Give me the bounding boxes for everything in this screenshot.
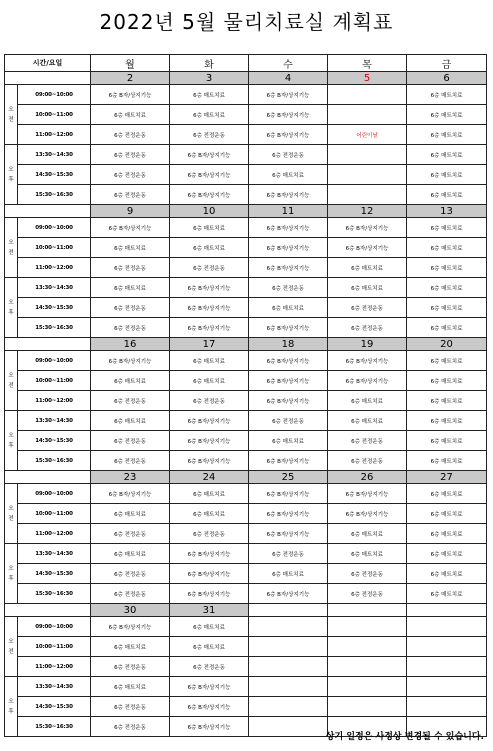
schedule-cell: 6층 B자/상지기능 <box>249 524 328 544</box>
period-am-label: 오 전 <box>5 617 18 677</box>
date-cell <box>249 604 328 617</box>
schedule-cell <box>249 697 328 717</box>
schedule-cell: 6층 매트치료 <box>407 238 487 258</box>
date-cell: 5 <box>328 72 407 85</box>
schedule-cell <box>249 637 328 657</box>
schedule-cell: 6층 B자/상지기능 <box>328 351 407 371</box>
schedule-cell: 6층 매트치료 <box>407 318 487 338</box>
date-cell: 19 <box>328 338 407 351</box>
period-pm-label: 오 후 <box>5 145 18 205</box>
schedule-cell: 6층 매트치료 <box>407 145 487 165</box>
schedule-cell <box>249 657 328 677</box>
schedule-cell: 6층 매트치료 <box>170 637 249 657</box>
schedule-cell: 6층 B자/상지기능 <box>249 371 328 391</box>
time-slot-row <box>5 371 487 391</box>
schedule-cell: 6층 전정운동 <box>91 258 170 278</box>
period-am-label: 오 전 <box>5 218 18 278</box>
schedule-cell: 6층 B자/상지기능 <box>328 218 407 238</box>
schedule-cell: 6층 매트치료 <box>328 278 407 298</box>
time-label: 11:00~12:00 <box>18 657 91 677</box>
schedule-cell <box>328 185 407 205</box>
schedule-cell: 6층 B자/상지기능 <box>170 677 249 697</box>
schedule-cell: 6층 매트치료 <box>91 544 170 564</box>
time-slot-row <box>5 637 487 657</box>
schedule-cell: 6층 B자/상지기능 <box>170 717 249 737</box>
day-header-mon: 월 <box>91 55 170 72</box>
schedule-cell: 6층 전정운동 <box>328 584 407 604</box>
schedule-cell: 6층 매트치료 <box>407 584 487 604</box>
schedule-cell: 6층 전정운동 <box>328 431 407 451</box>
time-label: 10:00~11:00 <box>18 105 91 125</box>
schedule-cell: 6층 매트치료 <box>328 258 407 278</box>
schedule-cell: 6층 B자/상지기능 <box>91 484 170 504</box>
time-label: 13:30~14:30 <box>18 677 91 697</box>
time-label: 14:30~15:30 <box>18 165 91 185</box>
schedule-cell: 6층 매트치료 <box>407 85 487 105</box>
schedule-cell <box>407 617 487 637</box>
schedule-cell: 6층 전정운동 <box>170 524 249 544</box>
schedule-cell: 6층 B자/상지기능 <box>170 185 249 205</box>
schedule-cell <box>249 617 328 637</box>
schedule-cell: 6층 B자/상지기능 <box>91 351 170 371</box>
schedule-cell: 6층 매트치료 <box>328 411 407 431</box>
schedule-cell: 6층 B자/상지기능 <box>249 85 328 105</box>
footer-note: 상기 일정은 사정상 변경될 수 있습니다. <box>325 732 484 742</box>
schedule-cell: 6층 B자/상지기능 <box>249 238 328 258</box>
schedule-cell <box>249 677 328 697</box>
schedule-cell: 6층 전정운동 <box>91 657 170 677</box>
schedule-cell: 6층 전정운동 <box>249 544 328 564</box>
schedule-cell: 6층 전정운동 <box>91 145 170 165</box>
schedule-cell: 6층 전정운동 <box>328 451 407 471</box>
date-row-spacer <box>5 72 91 85</box>
schedule-cell <box>328 165 407 185</box>
schedule-cell: 6층 전정운동 <box>91 584 170 604</box>
schedule-cell: 6층 매트치료 <box>170 617 249 637</box>
schedule-cell: 6층 매트치료 <box>328 544 407 564</box>
time-label: 13:30~14:30 <box>18 411 91 431</box>
schedule-body <box>5 55 487 737</box>
schedule-cell: 6층 매트치료 <box>407 544 487 564</box>
date-cell: 13 <box>407 205 487 218</box>
time-slot-row <box>5 85 487 105</box>
schedule-cell: 6층 B자/상지기능 <box>249 105 328 125</box>
schedule-cell: 6층 매트치료 <box>170 238 249 258</box>
schedule-cell: 6층 매트치료 <box>407 165 487 185</box>
date-cell: 3 <box>170 72 249 85</box>
schedule-cell: 6층 B자/상지기능 <box>170 145 249 165</box>
schedule-cell: 6층 전정운동 <box>91 298 170 318</box>
schedule-cell: 6층 매트치료 <box>407 185 487 205</box>
time-label: 15:30~16:30 <box>18 451 91 471</box>
schedule-cell: 6층 B자/상지기능 <box>328 484 407 504</box>
schedule-cell: 6층 전정운동 <box>170 657 249 677</box>
time-label: 14:30~15:30 <box>18 431 91 451</box>
schedule-cell: 6층 매트치료 <box>407 105 487 125</box>
date-cell: 16 <box>91 338 170 351</box>
schedule-cell <box>328 657 407 677</box>
schedule-cell: 6층 매트치료 <box>91 637 170 657</box>
schedule-cell: 6층 매트치료 <box>170 218 249 238</box>
schedule-cell: 6층 전정운동 <box>91 318 170 338</box>
schedule-cell: 6층 전정운동 <box>91 717 170 737</box>
time-slot-row <box>5 657 487 677</box>
schedule-cell: 6층 B자/상지기능 <box>170 697 249 717</box>
schedule-cell: 6층 매트치료 <box>170 371 249 391</box>
time-slot-row <box>5 411 487 431</box>
schedule-cell: 6층 전정운동 <box>328 318 407 338</box>
time-label: 10:00~11:00 <box>18 637 91 657</box>
schedule-cell: 6층 B자/상지기능 <box>170 411 249 431</box>
schedule-cell: 6층 매트치료 <box>91 677 170 697</box>
schedule-cell: 6층 B자/상지기능 <box>249 584 328 604</box>
schedule-cell: 6층 B자/상지기능 <box>328 238 407 258</box>
time-label: 10:00~11:00 <box>18 371 91 391</box>
period-am-label: 오 전 <box>5 351 18 411</box>
schedule-cell: 6층 B자/상지기능 <box>170 564 249 584</box>
schedule-cell: 6층 매트치료 <box>407 451 487 471</box>
schedule-cell: 6층 B자/상지기능 <box>249 318 328 338</box>
schedule-cell: 6층 전정운동 <box>91 524 170 544</box>
schedule-cell: 6층 매트치료 <box>91 278 170 298</box>
schedule-cell: 6층 B자/상지기능 <box>170 165 249 185</box>
schedule-cell: 6층 B자/상지기능 <box>249 504 328 524</box>
time-slot-row <box>5 564 487 584</box>
schedule-cell: 6층 전정운동 <box>91 451 170 471</box>
schedule-cell: 6층 B자/상지기능 <box>249 218 328 238</box>
time-slot-row <box>5 617 487 637</box>
schedule-cell <box>407 697 487 717</box>
day-header-tue: 화 <box>170 55 249 72</box>
schedule-cell: 6층 B자/상지기능 <box>249 484 328 504</box>
time-slot-row <box>5 238 487 258</box>
schedule-cell: 6층 매트치료 <box>91 105 170 125</box>
time-label: 09:00~10:00 <box>18 617 91 637</box>
time-slot-row <box>5 258 487 278</box>
page-title: 2022년 5월 물리치료실 계획표 <box>99 10 394 34</box>
period-am-label: 오 전 <box>5 484 18 544</box>
time-label: 15:30~16:30 <box>18 185 91 205</box>
schedule-cell: 6층 B자/상지기능 <box>170 278 249 298</box>
schedule-cell <box>249 717 328 737</box>
date-cell: 20 <box>407 338 487 351</box>
time-slot-row <box>5 185 487 205</box>
day-header-fri: 금 <box>407 55 487 72</box>
schedule-cell: 6층 매트치료 <box>407 484 487 504</box>
schedule-cell: 6층 B자/상지기능 <box>249 185 328 205</box>
time-day-header: 시간/요일 <box>5 55 91 72</box>
date-cell: 31 <box>170 604 249 617</box>
time-slot-row <box>5 451 487 471</box>
time-slot-row <box>5 125 487 145</box>
schedule-cell: 6층 전정운동 <box>170 258 249 278</box>
schedule-cell: 6층 전정운동 <box>91 391 170 411</box>
time-slot-row <box>5 584 487 604</box>
schedule-cell: 6층 매트치료 <box>407 258 487 278</box>
schedule-cell: 6층 B자/상지기능 <box>170 544 249 564</box>
period-pm-label: 오 후 <box>5 544 18 604</box>
schedule-cell: 6층 매트치료 <box>407 391 487 411</box>
date-cell: 30 <box>91 604 170 617</box>
schedule-cell: 6층 매트치료 <box>328 524 407 544</box>
schedule-cell: 6층 B자/상지기능 <box>91 218 170 238</box>
date-cell: 27 <box>407 471 487 484</box>
schedule-cell: 6층 전정운동 <box>91 165 170 185</box>
time-label: 14:30~15:30 <box>18 298 91 318</box>
schedule-cell: 6층 B자/상지기능 <box>91 617 170 637</box>
schedule-table <box>4 54 487 737</box>
time-slot-row <box>5 524 487 544</box>
time-label: 11:00~12:00 <box>18 125 91 145</box>
time-slot-row <box>5 298 487 318</box>
time-slot-row <box>5 677 487 697</box>
schedule-cell: 6층 매트치료 <box>407 218 487 238</box>
time-label: 15:30~16:30 <box>18 584 91 604</box>
date-cell: 10 <box>170 205 249 218</box>
time-slot-row <box>5 431 487 451</box>
schedule-cell: 6층 매트치료 <box>249 431 328 451</box>
schedule-cell: 6층 매트치료 <box>91 371 170 391</box>
schedule-cell: 6층 B자/상지기능 <box>249 125 328 145</box>
schedule-cell: 6층 매트치료 <box>170 85 249 105</box>
schedule-cell: 6층 B자/상지기능 <box>328 504 407 524</box>
schedule-cell: 6층 매트치료 <box>407 504 487 524</box>
schedule-cell: 어린이날 <box>328 125 407 145</box>
date-row <box>5 604 487 617</box>
date-row <box>5 72 487 85</box>
period-pm-label: 오 후 <box>5 411 18 471</box>
schedule-cell: 6층 매트치료 <box>249 564 328 584</box>
schedule-cell <box>328 697 407 717</box>
time-slot-row <box>5 484 487 504</box>
time-label: 09:00~10:00 <box>18 85 91 105</box>
header-row <box>5 55 487 72</box>
date-cell: 2 <box>91 72 170 85</box>
time-slot-row <box>5 105 487 125</box>
schedule-cell: 6층 매트치료 <box>170 351 249 371</box>
date-cell: 25 <box>249 471 328 484</box>
schedule-cell: 6층 전정운동 <box>328 564 407 584</box>
schedule-cell: 6층 전정운동 <box>249 278 328 298</box>
schedule-cell: 6층 매트치료 <box>170 504 249 524</box>
time-label: 14:30~15:30 <box>18 697 91 717</box>
schedule-cell: 6층 B자/상지기능 <box>170 451 249 471</box>
time-slot-row <box>5 351 487 371</box>
period-am-label: 오 전 <box>5 85 18 145</box>
schedule-cell: 6층 매트치료 <box>407 298 487 318</box>
date-cell: 24 <box>170 471 249 484</box>
date-row-spacer <box>5 604 91 617</box>
schedule-cell: 6층 전정운동 <box>328 298 407 318</box>
schedule-cell: 6층 B자/상지기능 <box>170 318 249 338</box>
time-slot-row <box>5 391 487 411</box>
date-row <box>5 205 487 218</box>
day-header-wed: 수 <box>249 55 328 72</box>
date-row-spacer <box>5 338 91 351</box>
time-label: 11:00~12:00 <box>18 391 91 411</box>
schedule-cell: 6층 매트치료 <box>407 371 487 391</box>
time-label: 11:00~12:00 <box>18 524 91 544</box>
date-cell <box>407 604 487 617</box>
schedule-cell: 6층 매트치료 <box>407 564 487 584</box>
schedule-cell <box>328 637 407 657</box>
time-label: 09:00~10:00 <box>18 218 91 238</box>
schedule-cell: 6층 매트치료 <box>249 165 328 185</box>
schedule-cell: 6층 매트치료 <box>328 391 407 411</box>
schedule-cell <box>328 677 407 697</box>
schedule-cell <box>407 677 487 697</box>
time-label: 10:00~11:00 <box>18 238 91 258</box>
time-slot-row <box>5 165 487 185</box>
time-slot-row <box>5 145 487 165</box>
schedule-cell: 6층 전정운동 <box>91 564 170 584</box>
date-row-spacer <box>5 471 91 484</box>
schedule-cell: 6층 B자/상지기능 <box>249 258 328 278</box>
time-label: 15:30~16:30 <box>18 318 91 338</box>
date-row <box>5 338 487 351</box>
schedule-cell: 6층 매트치료 <box>407 431 487 451</box>
schedule-cell: 6층 매트치료 <box>91 238 170 258</box>
schedule-cell <box>328 145 407 165</box>
period-pm-label: 오 후 <box>5 677 18 737</box>
time-label: 10:00~11:00 <box>18 504 91 524</box>
schedule-cell: 6층 전정운동 <box>249 145 328 165</box>
time-label: 13:30~14:30 <box>18 278 91 298</box>
schedule-cell: 6층 B자/상지기능 <box>328 371 407 391</box>
schedule-cell <box>328 105 407 125</box>
time-slot-row <box>5 697 487 717</box>
schedule-cell: 6층 B자/상지기능 <box>170 298 249 318</box>
schedule-cell: 6층 매트치료 <box>407 524 487 544</box>
schedule-cell: 6층 B자/상지기능 <box>91 85 170 105</box>
schedule-cell: 6층 매트치료 <box>170 105 249 125</box>
schedule-cell: 6층 전정운동 <box>170 125 249 145</box>
date-cell: 17 <box>170 338 249 351</box>
time-label: 13:30~14:30 <box>18 145 91 165</box>
date-row-spacer <box>5 205 91 218</box>
schedule-cell: 6층 B자/상지기능 <box>170 584 249 604</box>
day-header-thu: 목 <box>328 55 407 72</box>
schedule-cell: 6층 전정운동 <box>91 125 170 145</box>
time-slot-row <box>5 218 487 238</box>
schedule-cell: 6층 전정운동 <box>91 697 170 717</box>
schedule-cell <box>328 617 407 637</box>
time-label: 11:00~12:00 <box>18 258 91 278</box>
time-slot-row <box>5 318 487 338</box>
date-cell: 4 <box>249 72 328 85</box>
schedule-cell: 6층 B자/상지기능 <box>249 391 328 411</box>
period-pm-label: 오 후 <box>5 278 18 338</box>
date-cell: 6 <box>407 72 487 85</box>
date-cell: 18 <box>249 338 328 351</box>
schedule-cell: 6층 매트치료 <box>249 298 328 318</box>
schedule-cell: 6층 매트치료 <box>407 411 487 431</box>
date-cell <box>328 604 407 617</box>
date-cell: 26 <box>328 471 407 484</box>
date-cell: 9 <box>91 205 170 218</box>
schedule-cell: 6층 매트치료 <box>170 484 249 504</box>
schedule-cell <box>407 657 487 677</box>
schedule-cell <box>407 637 487 657</box>
time-slot-row <box>5 544 487 564</box>
time-label: 09:00~10:00 <box>18 484 91 504</box>
time-label: 14:30~15:30 <box>18 564 91 584</box>
schedule-cell: 6층 B자/상지기능 <box>249 351 328 371</box>
schedule-cell: 6층 전정운동 <box>170 391 249 411</box>
schedule-cell <box>328 85 407 105</box>
schedule-cell: 6층 전정운동 <box>249 411 328 431</box>
time-label: 09:00~10:00 <box>18 351 91 371</box>
time-slot-row <box>5 278 487 298</box>
date-cell: 12 <box>328 205 407 218</box>
schedule-cell: 6층 매트치료 <box>91 504 170 524</box>
time-slot-row <box>5 504 487 524</box>
schedule-cell: 6층 전정운동 <box>91 185 170 205</box>
schedule-cell: 6층 매트치료 <box>407 278 487 298</box>
schedule-cell: 6층 매트치료 <box>407 351 487 371</box>
schedule-cell: 6층 B자/상지기능 <box>249 451 328 471</box>
time-label: 15:30~16:30 <box>18 717 91 737</box>
schedule-cell: 6층 매트치료 <box>91 411 170 431</box>
schedule-cell: 6층 매트치료 <box>407 125 487 145</box>
date-cell: 23 <box>91 471 170 484</box>
schedule-cell: 6층 B자/상지기능 <box>170 431 249 451</box>
time-label: 13:30~14:30 <box>18 544 91 564</box>
date-row <box>5 471 487 484</box>
date-cell: 11 <box>249 205 328 218</box>
schedule-cell: 6층 전정운동 <box>91 431 170 451</box>
